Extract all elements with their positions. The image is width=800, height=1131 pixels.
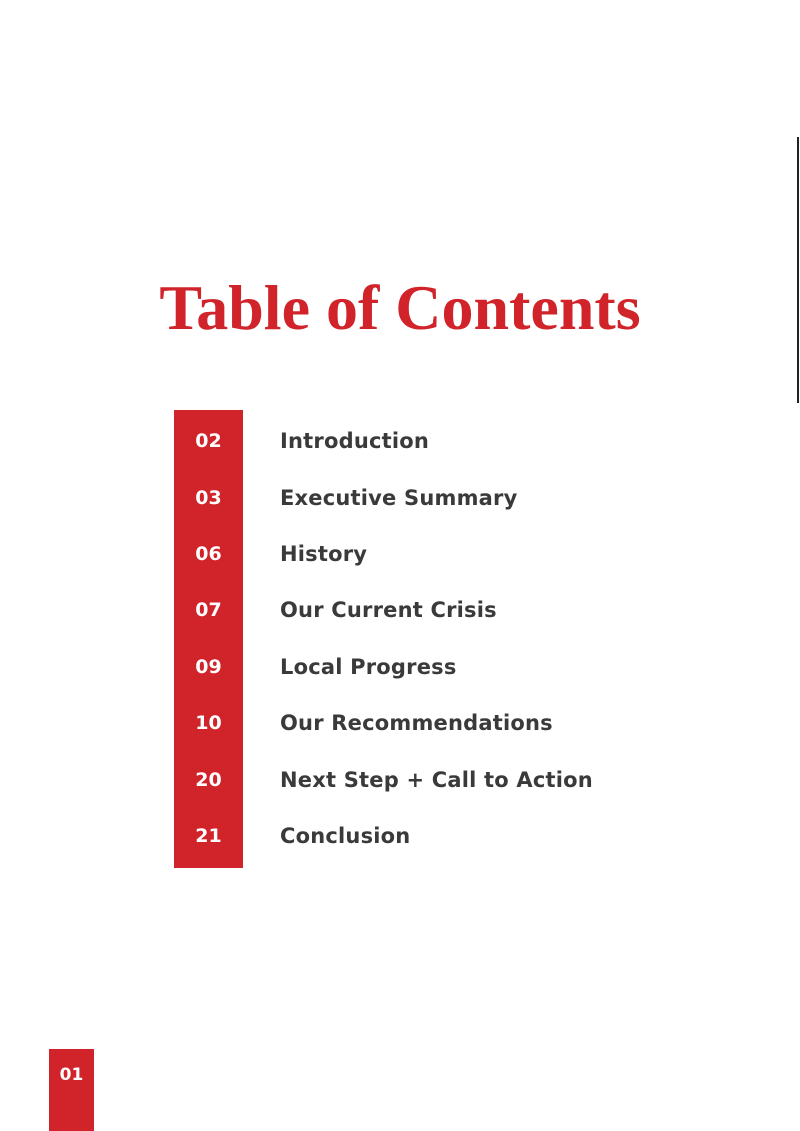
page-title: Table of Contents (159, 272, 641, 343)
toc-page-number: 21 (195, 824, 222, 847)
toc-list (174, 413, 674, 864)
toc-item-label: Introduction (280, 429, 430, 454)
toc-item-label: Next Step + Call to Action (280, 767, 593, 792)
toc-item-current-crisis[interactable] (174, 582, 674, 638)
toc-item-executive-summary[interactable] (174, 469, 674, 525)
toc-item-label: History (280, 541, 368, 566)
toc-item-recommendations[interactable] (174, 695, 674, 751)
page-number: 01 (59, 1065, 84, 1085)
edge-rule (797, 137, 799, 403)
toc-item-label: Executive Summary (280, 485, 518, 510)
toc-item-label: Local Progress (280, 654, 457, 679)
toc-page-number: 03 (195, 486, 222, 509)
toc-item-label: Our Current Crisis (280, 598, 497, 623)
toc-item-next-step[interactable] (174, 751, 674, 807)
toc-page-number: 07 (195, 599, 222, 622)
page-number-tab (49, 1049, 94, 1131)
toc-item-introduction[interactable] (174, 413, 674, 469)
toc-item-history[interactable] (174, 526, 674, 582)
toc-page-number: 10 (195, 712, 222, 735)
toc-page-number: 02 (195, 430, 222, 453)
toc-item-local-progress[interactable] (174, 639, 674, 695)
toc-item-label: Conclusion (280, 823, 411, 848)
toc-item-label: Our Recommendations (280, 711, 553, 736)
toc-page-number: 06 (195, 542, 222, 565)
toc-page-number: 20 (195, 768, 222, 791)
toc-page-number: 09 (195, 655, 222, 678)
toc-item-conclusion[interactable] (174, 808, 674, 864)
